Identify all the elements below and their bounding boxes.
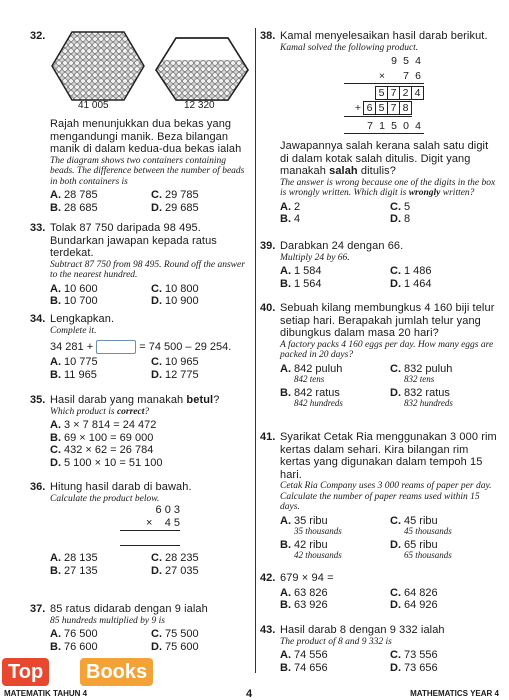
- question-34: [30, 313, 252, 381]
- row-total: 7 1 5 0 4: [344, 117, 424, 134]
- option-d[interactable]: D. 10 900: [151, 295, 199, 307]
- option-b[interactable]: B. 63 926: [280, 599, 328, 611]
- option-c[interactable]: C. 832 puluh 832 tens: [390, 362, 453, 384]
- options: [280, 265, 500, 290]
- question-number: 39.: [260, 240, 276, 252]
- options: [280, 515, 500, 563]
- option-c[interactable]: C. 45 ribu 45 thousands: [390, 514, 452, 536]
- option-c[interactable]: C. 73 556: [390, 649, 438, 661]
- option-b[interactable]: B. 69 × 100 = 69 000: [50, 431, 154, 444]
- question-followup-ms: Jawapannya salah kerana salah satu digit di dalam kotak salah ditulis. Digit yang manakah salah ditulis?: [280, 140, 489, 177]
- option-b[interactable]: B. 74 656: [280, 661, 328, 674]
- question-32: [30, 30, 252, 214]
- options: [50, 356, 252, 381]
- option-d[interactable]: D. 73 656: [390, 661, 438, 674]
- question-text-ms: Lengkapkan.: [50, 313, 115, 325]
- topbooks-logo: [2, 658, 154, 688]
- question-text-ms: Rajah menunjukkan dua bekas yang mengandungi manik. Beza bilangan manik di dalam kedua-dua bekas ialah: [50, 118, 242, 155]
- answer-box[interactable]: [96, 340, 136, 354]
- question-text-en: 85 hundreds multiplied by 9 is: [50, 615, 165, 626]
- question-41: [260, 431, 500, 563]
- option-d[interactable]: D. 8: [390, 213, 411, 225]
- option-c[interactable]: C. 75 500: [151, 628, 199, 640]
- option-a[interactable]: A. 10 775: [50, 356, 98, 368]
- option-a[interactable]: A. 10 600: [50, 282, 98, 295]
- equation-right: = 74 500 – 29 254.: [139, 340, 232, 353]
- question-number: 41.: [260, 431, 276, 443]
- row-partial-2: + 6 5 7 8: [344, 100, 412, 117]
- options: [50, 419, 252, 469]
- option-b[interactable]: B. 4: [280, 213, 301, 225]
- option-a[interactable]: A. 1 584: [280, 265, 322, 277]
- logo-books: Books: [80, 658, 153, 686]
- option-a[interactable]: A. 2: [280, 200, 301, 213]
- option-d[interactable]: D. 29 685: [151, 201, 199, 214]
- option-c[interactable]: C. 29 785: [151, 189, 199, 201]
- option-c[interactable]: C. 10 800: [151, 282, 199, 295]
- bead-containers-image: [50, 30, 252, 102]
- question-text-ms: Darabkan 24 dengan 66.: [280, 240, 404, 252]
- question-number: 32.: [30, 30, 46, 42]
- option-a[interactable]: A. 3 × 7 814 = 24 472: [50, 419, 157, 431]
- option-d[interactable]: D. 1 464: [390, 277, 432, 290]
- row-multiplier: × 7 6: [344, 68, 424, 84]
- footer-right: MATHEMATICS YEAR 4: [410, 689, 499, 698]
- question-text-en: Multiply 24 by 66.: [280, 252, 350, 263]
- options: [50, 283, 252, 308]
- question-text-en: Cetak Ria Company uses 3 000 reams of paper per day. Calculate the number of paper reams used within 15 days.: [280, 481, 492, 512]
- option-d[interactable]: D. 75 600: [151, 640, 199, 653]
- option-b[interactable]: B. 1 564: [280, 277, 322, 290]
- question-text-en: Subtract 87 750 from 98 495. Round off the answer to the nearest hundred.: [50, 259, 245, 280]
- options: [280, 587, 500, 612]
- question-33: [30, 222, 252, 308]
- option-a[interactable]: A. 28 785: [50, 189, 98, 201]
- question-text-en: Calculate the product below.: [50, 493, 160, 504]
- question-text-ms: 679 × 94 =: [280, 572, 334, 584]
- row-partial-1: 5 7 2 4: [344, 84, 424, 100]
- options: [280, 363, 500, 411]
- container-left-label: 41 005: [78, 100, 109, 111]
- question-number: 40.: [260, 302, 276, 314]
- option-b[interactable]: B. 27 135: [50, 564, 98, 577]
- question-39: [260, 240, 500, 290]
- option-a[interactable]: A. 35 ribu 35 thousands: [280, 514, 342, 536]
- option-d[interactable]: D. 27 035: [151, 564, 199, 577]
- option-b[interactable]: B. 10 700: [50, 295, 98, 307]
- question-43: [260, 624, 500, 674]
- option-c[interactable]: C. 28 235: [151, 552, 199, 564]
- multiplier: × 4 5: [120, 517, 180, 531]
- question-text-en: Which product is correct?: [50, 406, 150, 417]
- question-number: 38.: [260, 30, 276, 42]
- question-text-en: Complete it.: [50, 325, 97, 336]
- option-c[interactable]: C. 64 826: [390, 586, 438, 599]
- question-text-ms: Sebuah kilang membungkus 4 160 biji telur setiap hari. Berapakah jumlah telur yang dibungkus dalam masa 20 hari?: [280, 302, 495, 339]
- question-number: 34.: [30, 313, 46, 325]
- page-number: 4: [246, 688, 253, 700]
- option-d[interactable]: D. 832 ratus 832 hundreds: [390, 386, 453, 408]
- question-36: [30, 481, 252, 577]
- option-c[interactable]: C. 10 965: [151, 356, 199, 368]
- question-followup-en: The answer is wrong because one of the digits in the box is wrongly written. Which digit is wrongly written?: [280, 177, 496, 198]
- option-a[interactable]: A. 28 135: [50, 552, 98, 564]
- question-text-ms: Hitung hasil darab di bawah.: [50, 481, 192, 493]
- option-d[interactable]: D. 64 926: [390, 599, 438, 611]
- question-35: [30, 394, 252, 469]
- question-number: 33.: [30, 222, 46, 234]
- option-b[interactable]: B. 11 965: [50, 368, 97, 381]
- question-42: [260, 572, 500, 612]
- container-right-label: 12 320: [184, 100, 215, 111]
- question-text-en: Kamal solved the following product.: [280, 42, 419, 53]
- option-c[interactable]: C. 5: [390, 200, 411, 213]
- options: [50, 189, 252, 214]
- option-a[interactable]: A. 842 puluh 842 tens: [280, 362, 343, 384]
- option-a[interactable]: A. 76 500: [50, 628, 98, 640]
- question-40: [260, 302, 500, 411]
- question-text-ms: Kamal menyelesaikan hasil darab berikut.: [280, 30, 488, 42]
- question-number: 37.: [30, 603, 46, 615]
- logo-top: Top: [2, 658, 49, 686]
- answer-line: [120, 531, 180, 546]
- options: [280, 649, 500, 674]
- multiplication-working: [344, 53, 424, 134]
- multiplication-working: [120, 504, 180, 546]
- question-37: [30, 603, 252, 653]
- options: [50, 552, 252, 577]
- option-b[interactable]: B. 76 600: [50, 640, 98, 653]
- equation: [50, 340, 252, 354]
- bead-containers-figure: [50, 30, 252, 112]
- row-multiplicand: 9 5 4: [391, 55, 421, 67]
- question-text-en: The product of 8 and 9 332 is: [280, 636, 392, 647]
- options: [280, 201, 500, 226]
- option-c[interactable]: C. 1 486: [390, 265, 432, 277]
- question-number: 36.: [30, 481, 46, 493]
- multiplicand: 6 0 3: [155, 504, 180, 516]
- question-38: [260, 30, 500, 226]
- equation-left: 34 281 +: [50, 340, 94, 353]
- options: [50, 628, 252, 653]
- option-c[interactable]: C. 432 × 62 = 26 784: [50, 444, 154, 456]
- option-b[interactable]: B. 842 ratus 842 hundreds: [280, 386, 343, 408]
- question-text-ms: Hasil darab yang manakah betul?: [50, 394, 220, 406]
- question-number: 35.: [30, 394, 46, 406]
- footer-left: MATEMATIK TAHUN 4: [4, 689, 88, 698]
- option-a[interactable]: A. 63 826: [280, 586, 328, 599]
- question-text-en: A factory packs 4 160 eggs per day. How many eggs are packed in 20 days?: [280, 339, 494, 360]
- question-number: 43.: [260, 624, 276, 636]
- question-text-ms: Syarikat Cetak Ria menggunakan 3 000 rim kertas dalam sehari. Kira bilangan rim kertas yang digunakan dalam tempoh 15 hari.: [280, 431, 497, 481]
- option-d[interactable]: D. 12 775: [151, 368, 199, 381]
- question-text-en: The diagram shows two containers containing beads. The difference between the number of beads in both containers is: [50, 155, 245, 187]
- question-text-ms: 85 ratus didarab dengan 9 ialah: [50, 603, 208, 615]
- question-number: 42.: [260, 572, 276, 584]
- question-text-ms: Tolak 87 750 daripada 98 495. Bundarkan jawapan kepada ratus terdekat.: [50, 222, 217, 259]
- question-text-ms: Hasil darab 8 dengan 9 332 ialah: [280, 624, 445, 636]
- option-a[interactable]: A. 74 556: [280, 649, 328, 661]
- column-divider: [255, 28, 256, 673]
- option-d[interactable]: D. 5 100 × 10 = 51 100: [50, 456, 163, 469]
- option-b[interactable]: B. 42 ribu 42 thousands: [280, 538, 342, 560]
- option-b[interactable]: B. 28 685: [50, 201, 98, 214]
- option-d[interactable]: D. 65 ribu 65 thousands: [390, 538, 452, 560]
